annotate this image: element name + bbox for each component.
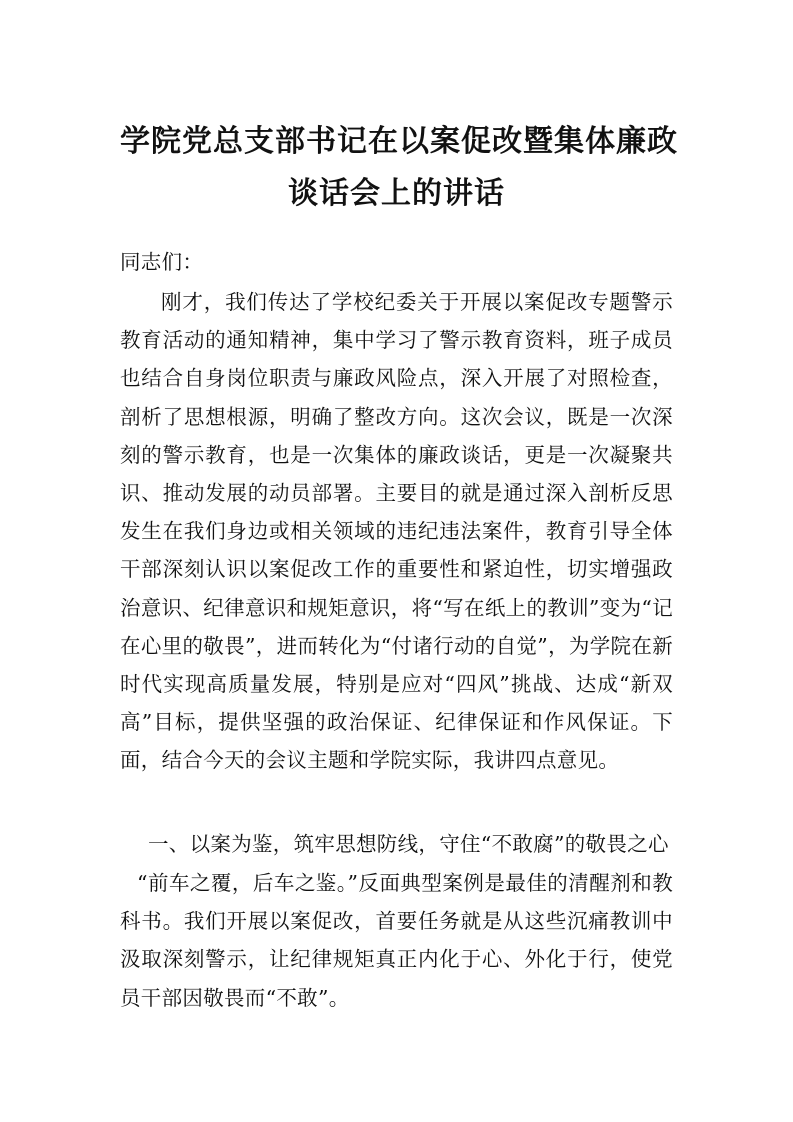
section-1-paragraph: “前车之覆，后车之鉴。”反面典型案例是最佳的清醒剂和教科书。我们开展以案促改，首要任务就是从这些沉痛教训中汲取深刻警示，让纪律规矩真正内化于心、外化于行，使党员干部因敬畏而“不敢”。 xyxy=(120,871,673,1010)
intro-paragraph: 刚才，我们传达了学校纪委关于开展以案促改专题警示教育活动的通知精神，集中学习了警示教育资料，班子成员也结合自身岗位职责与廉政风险点，深入开展了对照检查，剖析了思想根源，明确了整改方向。这次会议，既是一次深刻的警示教育，也是一次集体的廉政谈话，更是一次凝聚共识、推动发展的动员部署。主要目的就是通过深入剖析反思发生在我们身边或相关领域的违纪违法案件，教育引导全体干部深刻认识以案促改工作的重要性和紧迫性，切实增强政治意识、纪律意识和规矩意识，将“写在纸上的教训”变为“记在心里的敬畏”，进而转化为“付诸行动的自觉”，为学院在新时代实现高质量发展，特别是应对“四风”挑战、达成“新双高”目标，提供坚强的政治保证、纪律保证和作风保证。下面，结合今天的会议主题和学院实际，我讲四点意见。 xyxy=(120,290,673,773)
document-title-line-1: 学院党总支部书记在以案促改暨集体廉政 xyxy=(120,124,678,159)
document-title-line-2: 谈话会上的讲话 xyxy=(288,176,505,211)
section-heading-1: 一、以案为鉴，筑牢思想防线，守住“不敢腐”的敬畏之心 xyxy=(148,832,669,856)
salutation: 同志们： xyxy=(120,250,204,274)
